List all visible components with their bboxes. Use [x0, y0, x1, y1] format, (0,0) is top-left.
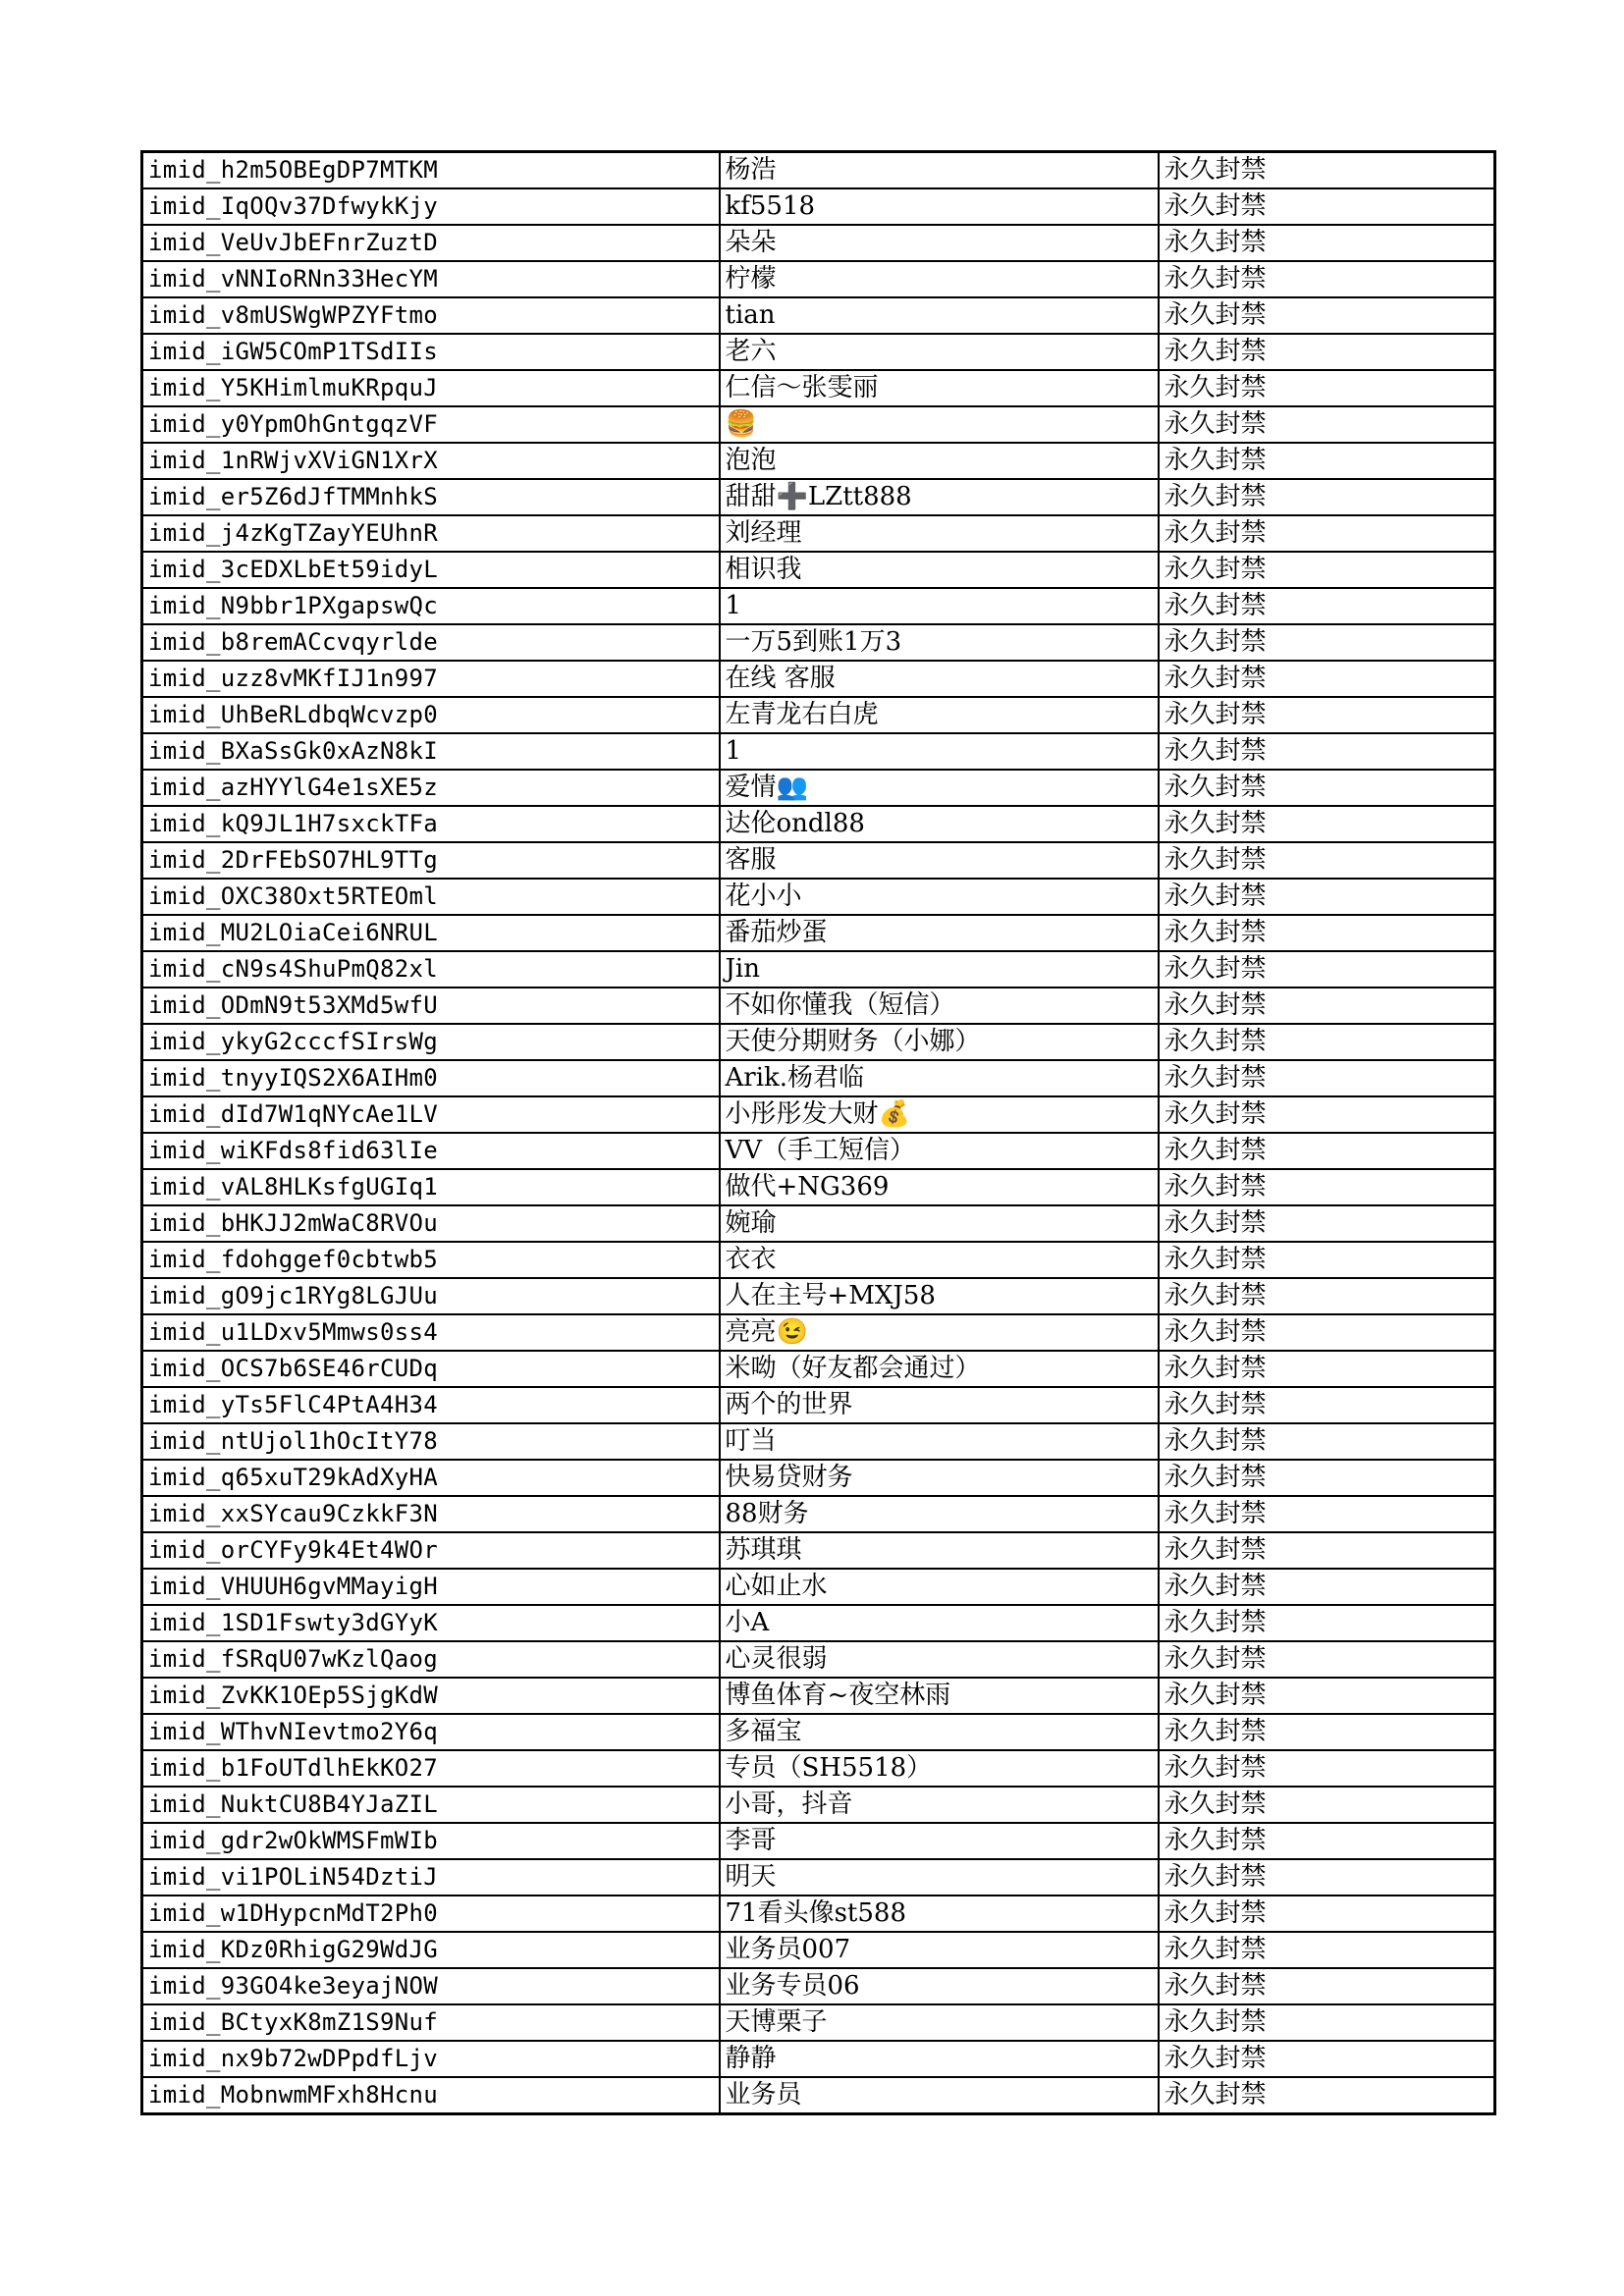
- nickname-cell: 博鱼体育~夜空林雨: [720, 1678, 1159, 1714]
- nickname-cell: 71看头像st588: [720, 1896, 1159, 1932]
- nickname-cell: 快易贷财务: [720, 1460, 1159, 1496]
- user-id-cell: imid_2DrFEbSO7HL9TTg: [142, 842, 720, 879]
- user-id-cell: imid_h2m5OBEgDP7MTKM: [142, 152, 720, 189]
- nickname-cell: 刘经理: [720, 515, 1159, 552]
- nickname-cell: 业务专员06: [720, 1968, 1159, 2004]
- table-row: [142, 1750, 1495, 1787]
- table-row: [142, 1133, 1495, 1169]
- ban-status-cell: 永久封禁: [1159, 1605, 1495, 1641]
- table-row: [142, 1460, 1495, 1496]
- ban-status-cell: 永久封禁: [1159, 1024, 1495, 1060]
- user-id-cell: imid_N9bbr1PXgapswQc: [142, 588, 720, 624]
- table-row: [142, 225, 1495, 261]
- nickname-cell: 小彤彤发大财💰: [720, 1096, 1159, 1133]
- user-id-cell: imid_y0YpmOhGntgqzVF: [142, 406, 720, 443]
- table-row: [142, 697, 1495, 733]
- ban-status-cell: 永久封禁: [1159, 1096, 1495, 1133]
- table-row: [142, 1387, 1495, 1423]
- user-id-cell: imid_wiKFds8fid63lIe: [142, 1133, 720, 1169]
- user-id-cell: imid_uzz8vMKfIJ1n997: [142, 661, 720, 697]
- nickname-cell: tian: [720, 297, 1159, 334]
- table-row: [142, 1532, 1495, 1569]
- user-id-cell: imid_KDz0RhigG29WdJG: [142, 1932, 720, 1968]
- table-row: [142, 1024, 1495, 1060]
- ban-status-cell: 永久封禁: [1159, 1387, 1495, 1423]
- nickname-cell: 亮亮😉: [720, 1314, 1159, 1351]
- user-id-cell: imid_w1DHypcnMdT2Ph0: [142, 1896, 720, 1932]
- user-id-cell: imid_ykyG2cccfSIrsWg: [142, 1024, 720, 1060]
- ban-status-cell: 永久封禁: [1159, 225, 1495, 261]
- ban-status-cell: 永久封禁: [1159, 1750, 1495, 1787]
- table-row: [142, 1714, 1495, 1750]
- user-id-cell: imid_UhBeRLdbqWcvzp0: [142, 697, 720, 733]
- ban-status-cell: 永久封禁: [1159, 806, 1495, 842]
- nickname-cell: 专员（SH5518）: [720, 1750, 1159, 1787]
- ban-status-cell: 永久封禁: [1159, 1787, 1495, 1823]
- nickname-cell: 不如你懂我（短信）: [720, 988, 1159, 1024]
- nickname-cell: 甜甜➕LZtt888: [720, 479, 1159, 515]
- user-id-cell: imid_nx9b72wDPpdfLjv: [142, 2041, 720, 2077]
- nickname-cell: 两个的世界: [720, 1387, 1159, 1423]
- user-id-cell: imid_bHKJJ2mWaC8RVOu: [142, 1205, 720, 1242]
- nickname-cell: 在线 客服: [720, 661, 1159, 697]
- ban-status-cell: 永久封禁: [1159, 624, 1495, 661]
- table-row: [142, 1169, 1495, 1205]
- table-row: [142, 1496, 1495, 1532]
- user-id-cell: imid_IqOQv37DfwykKjy: [142, 188, 720, 225]
- user-id-cell: imid_yTs5FlC4PtA4H34: [142, 1387, 720, 1423]
- user-id-cell: imid_3cEDXLbEt59idyL: [142, 552, 720, 588]
- table-row: [142, 1823, 1495, 1859]
- user-id-cell: imid_MU2LOiaCei6NRUL: [142, 915, 720, 951]
- ban-status-cell: 永久封禁: [1159, 770, 1495, 806]
- nickname-cell: 相识我: [720, 552, 1159, 588]
- ban-status-cell: 永久封禁: [1159, 1060, 1495, 1096]
- ban-status-cell: 永久封禁: [1159, 588, 1495, 624]
- ban-status-cell: 永久封禁: [1159, 988, 1495, 1024]
- nickname-cell: 花小小: [720, 879, 1159, 915]
- nickname-cell: VV（手工短信）: [720, 1133, 1159, 1169]
- user-id-cell: imid_iGW5COmP1TSdIIs: [142, 334, 720, 370]
- nickname-cell: 心如止水: [720, 1569, 1159, 1605]
- table-row: [142, 443, 1495, 479]
- table-row: [142, 188, 1495, 225]
- table-row: [142, 1423, 1495, 1460]
- ban-status-cell: 永久封禁: [1159, 879, 1495, 915]
- nickname-cell: 88财务: [720, 1496, 1159, 1532]
- nickname-cell: 1: [720, 588, 1159, 624]
- nickname-cell: 天博栗子: [720, 2004, 1159, 2041]
- nickname-cell: 明天: [720, 1859, 1159, 1896]
- table-row: [142, 552, 1495, 588]
- table-row: [142, 1787, 1495, 1823]
- user-id-cell: imid_dId7W1qNYcAe1LV: [142, 1096, 720, 1133]
- ban-status-cell: 永久封禁: [1159, 1932, 1495, 1968]
- table-row: [142, 915, 1495, 951]
- nickname-cell: 天使分期财务（小娜）: [720, 1024, 1159, 1060]
- ban-status-cell: 永久封禁: [1159, 443, 1495, 479]
- nickname-cell: 仁信～张雯丽: [720, 370, 1159, 406]
- ban-status-cell: 永久封禁: [1159, 1569, 1495, 1605]
- table-row: [142, 1968, 1495, 2004]
- table-row: [142, 334, 1495, 370]
- table-row: [142, 879, 1495, 915]
- nickname-cell: 叮当: [720, 1423, 1159, 1460]
- ban-status-cell: 永久封禁: [1159, 2004, 1495, 2041]
- ban-list-table: [140, 150, 1496, 2115]
- user-id-cell: imid_fSRqU07wKzlQaog: [142, 1641, 720, 1678]
- ban-status-cell: 永久封禁: [1159, 1242, 1495, 1278]
- ban-status-cell: 永久封禁: [1159, 661, 1495, 697]
- nickname-cell: 小哥，抖音: [720, 1787, 1159, 1823]
- user-id-cell: imid_VeUvJbEFnrZuztD: [142, 225, 720, 261]
- user-id-cell: imid_kQ9JL1H7sxckTFa: [142, 806, 720, 842]
- ban-status-cell: 永久封禁: [1159, 1496, 1495, 1532]
- user-id-cell: imid_vNNIoRNn33HecYM: [142, 261, 720, 297]
- nickname-cell: 业务员007: [720, 1932, 1159, 1968]
- ban-status-cell: 永久封禁: [1159, 334, 1495, 370]
- nickname-cell: 朵朵: [720, 225, 1159, 261]
- nickname-cell: 业务员: [720, 2077, 1159, 2114]
- table-row: [142, 1278, 1495, 1314]
- user-id-cell: imid_WThvNIevtmo2Y6q: [142, 1714, 720, 1750]
- ban-status-cell: 永久封禁: [1159, 733, 1495, 770]
- table-row: [142, 842, 1495, 879]
- table-row: [142, 1060, 1495, 1096]
- ban-status-cell: 永久封禁: [1159, 1314, 1495, 1351]
- nickname-cell: 多福宝: [720, 1714, 1159, 1750]
- nickname-cell: 杨浩: [720, 152, 1159, 189]
- user-id-cell: imid_er5Z6dJfTMMnhkS: [142, 479, 720, 515]
- ban-status-cell: 永久封禁: [1159, 1423, 1495, 1460]
- ban-status-cell: 永久封禁: [1159, 1896, 1495, 1932]
- table-row: [142, 1569, 1495, 1605]
- ban-status-cell: 永久封禁: [1159, 1278, 1495, 1314]
- nickname-cell: 人在主号+MXJ58: [720, 1278, 1159, 1314]
- user-id-cell: imid_xxSYcau9CzkkF3N: [142, 1496, 720, 1532]
- nickname-cell: 🍔: [720, 406, 1159, 443]
- ban-status-cell: 永久封禁: [1159, 1460, 1495, 1496]
- nickname-cell: 左青龙右白虎: [720, 697, 1159, 733]
- user-id-cell: imid_vAL8HLKsfgUGIq1: [142, 1169, 720, 1205]
- ban-status-cell: 永久封禁: [1159, 1859, 1495, 1896]
- table-row: [142, 152, 1495, 189]
- table-row: [142, 1932, 1495, 1968]
- ban-status-cell: 永久封禁: [1159, 1133, 1495, 1169]
- nickname-cell: 做代+NG369: [720, 1169, 1159, 1205]
- user-id-cell: imid_vi1POLiN54DztiJ: [142, 1859, 720, 1896]
- ban-status-cell: 永久封禁: [1159, 515, 1495, 552]
- nickname-cell: 李哥: [720, 1823, 1159, 1859]
- ban-status-cell: 永久封禁: [1159, 1641, 1495, 1678]
- nickname-cell: 一万5到账1万3: [720, 624, 1159, 661]
- table-row: [142, 988, 1495, 1024]
- ban-status-cell: 永久封禁: [1159, 1714, 1495, 1750]
- ban-status-cell: 永久封禁: [1159, 1351, 1495, 1387]
- table-row: [142, 1678, 1495, 1714]
- ban-status-cell: 永久封禁: [1159, 1205, 1495, 1242]
- table-row: [142, 1641, 1495, 1678]
- user-id-cell: imid_1nRWjvXViGN1XrX: [142, 443, 720, 479]
- ban-status-cell: 永久封禁: [1159, 915, 1495, 951]
- ban-status-cell: 永久封禁: [1159, 2077, 1495, 2114]
- table-row: [142, 1096, 1495, 1133]
- ban-status-cell: 永久封禁: [1159, 152, 1495, 189]
- table-row: [142, 515, 1495, 552]
- user-id-cell: imid_gdr2wOkWMSFmWIb: [142, 1823, 720, 1859]
- nickname-cell: Arik.杨君临: [720, 1060, 1159, 1096]
- ban-status-cell: 永久封禁: [1159, 370, 1495, 406]
- nickname-cell: Jin: [720, 951, 1159, 988]
- nickname-cell: 柠檬: [720, 261, 1159, 297]
- user-id-cell: imid_b8remACcvqyrlde: [142, 624, 720, 661]
- user-id-cell: imid_93GO4ke3eyajNOW: [142, 1968, 720, 2004]
- user-id-cell: imid_ntUjol1hOcItY78: [142, 1423, 720, 1460]
- table-row: [142, 1859, 1495, 1896]
- user-id-cell: imid_q65xuT29kAdXyHA: [142, 1460, 720, 1496]
- ban-status-cell: 永久封禁: [1159, 951, 1495, 988]
- ban-status-cell: 永久封禁: [1159, 1678, 1495, 1714]
- table-row: [142, 661, 1495, 697]
- user-id-cell: imid_fdohggef0cbtwb5: [142, 1242, 720, 1278]
- user-id-cell: imid_Y5KHimlmuKRpquJ: [142, 370, 720, 406]
- ban-status-cell: 永久封禁: [1159, 406, 1495, 443]
- table-row: [142, 733, 1495, 770]
- table-row: [142, 2004, 1495, 2041]
- ban-status-cell: 永久封禁: [1159, 1532, 1495, 1569]
- ban-status-cell: 永久封禁: [1159, 261, 1495, 297]
- user-id-cell: imid_gO9jc1RYg8LGJUu: [142, 1278, 720, 1314]
- table-row: [142, 624, 1495, 661]
- table-row: [142, 951, 1495, 988]
- ban-status-cell: 永久封禁: [1159, 697, 1495, 733]
- user-id-cell: imid_cN9s4ShuPmQ82xl: [142, 951, 720, 988]
- user-id-cell: imid_1SD1Fswty3dGYyK: [142, 1605, 720, 1641]
- nickname-cell: 老六: [720, 334, 1159, 370]
- table-row: [142, 1605, 1495, 1641]
- nickname-cell: 米呦（好友都会通过）: [720, 1351, 1159, 1387]
- table-row: [142, 806, 1495, 842]
- nickname-cell: 1: [720, 733, 1159, 770]
- ban-status-cell: 永久封禁: [1159, 552, 1495, 588]
- nickname-cell: 达伦ondl88: [720, 806, 1159, 842]
- table-row: [142, 479, 1495, 515]
- table-row: [142, 406, 1495, 443]
- table-row: [142, 261, 1495, 297]
- user-id-cell: imid_MobnwmMFxh8Hcnu: [142, 2077, 720, 2114]
- ban-status-cell: 永久封禁: [1159, 188, 1495, 225]
- user-id-cell: imid_NuktCU8B4YJaZIL: [142, 1787, 720, 1823]
- user-id-cell: imid_j4zKgTZayYEUhnR: [142, 515, 720, 552]
- ban-status-cell: 永久封禁: [1159, 842, 1495, 879]
- table-row: [142, 2077, 1495, 2114]
- nickname-cell: 衣衣: [720, 1242, 1159, 1278]
- user-id-cell: imid_orCYFy9k4Et4WOr: [142, 1532, 720, 1569]
- nickname-cell: 婉瑜: [720, 1205, 1159, 1242]
- user-id-cell: imid_ZvKK1OEp5SjgKdW: [142, 1678, 720, 1714]
- table-row: [142, 1242, 1495, 1278]
- table-row: [142, 1896, 1495, 1932]
- table-row: [142, 370, 1495, 406]
- ban-status-cell: 永久封禁: [1159, 1968, 1495, 2004]
- table-row: [142, 2041, 1495, 2077]
- user-id-cell: imid_tnyyIQS2X6AIHm0: [142, 1060, 720, 1096]
- user-id-cell: imid_BCtyxK8mZ1S9Nuf: [142, 2004, 720, 2041]
- user-id-cell: imid_v8mUSWgWPZYFtmo: [142, 297, 720, 334]
- nickname-cell: 客服: [720, 842, 1159, 879]
- table-row: [142, 297, 1495, 334]
- nickname-cell: 爱情👥: [720, 770, 1159, 806]
- nickname-cell: 苏琪琪: [720, 1532, 1159, 1569]
- user-id-cell: imid_u1LDxv5Mmws0ss4: [142, 1314, 720, 1351]
- user-id-cell: imid_OXC38Oxt5RTEOml: [142, 879, 720, 915]
- user-id-cell: imid_BXaSsGk0xAzN8kI: [142, 733, 720, 770]
- nickname-cell: 静静: [720, 2041, 1159, 2077]
- ban-status-cell: 永久封禁: [1159, 297, 1495, 334]
- user-id-cell: imid_VHUUH6gvMMayigH: [142, 1569, 720, 1605]
- nickname-cell: 小A: [720, 1605, 1159, 1641]
- ban-status-cell: 永久封禁: [1159, 1169, 1495, 1205]
- table-row: [142, 1351, 1495, 1387]
- user-id-cell: imid_azHYYlG4e1sXE5z: [142, 770, 720, 806]
- table-row: [142, 1314, 1495, 1351]
- user-id-cell: imid_ODmN9t53XMd5wfU: [142, 988, 720, 1024]
- ban-status-cell: 永久封禁: [1159, 2041, 1495, 2077]
- table-row: [142, 770, 1495, 806]
- ban-status-cell: 永久封禁: [1159, 1823, 1495, 1859]
- nickname-cell: kf5518: [720, 188, 1159, 225]
- table-row: [142, 588, 1495, 624]
- ban-status-cell: 永久封禁: [1159, 479, 1495, 515]
- user-id-cell: imid_OCS7b6SE46rCUDq: [142, 1351, 720, 1387]
- user-id-cell: imid_b1FoUTdlhEkKO27: [142, 1750, 720, 1787]
- nickname-cell: 心灵很弱: [720, 1641, 1159, 1678]
- nickname-cell: 泡泡: [720, 443, 1159, 479]
- table-row: [142, 1205, 1495, 1242]
- ban-list-body: [142, 152, 1495, 2114]
- nickname-cell: 番茄炒蛋: [720, 915, 1159, 951]
